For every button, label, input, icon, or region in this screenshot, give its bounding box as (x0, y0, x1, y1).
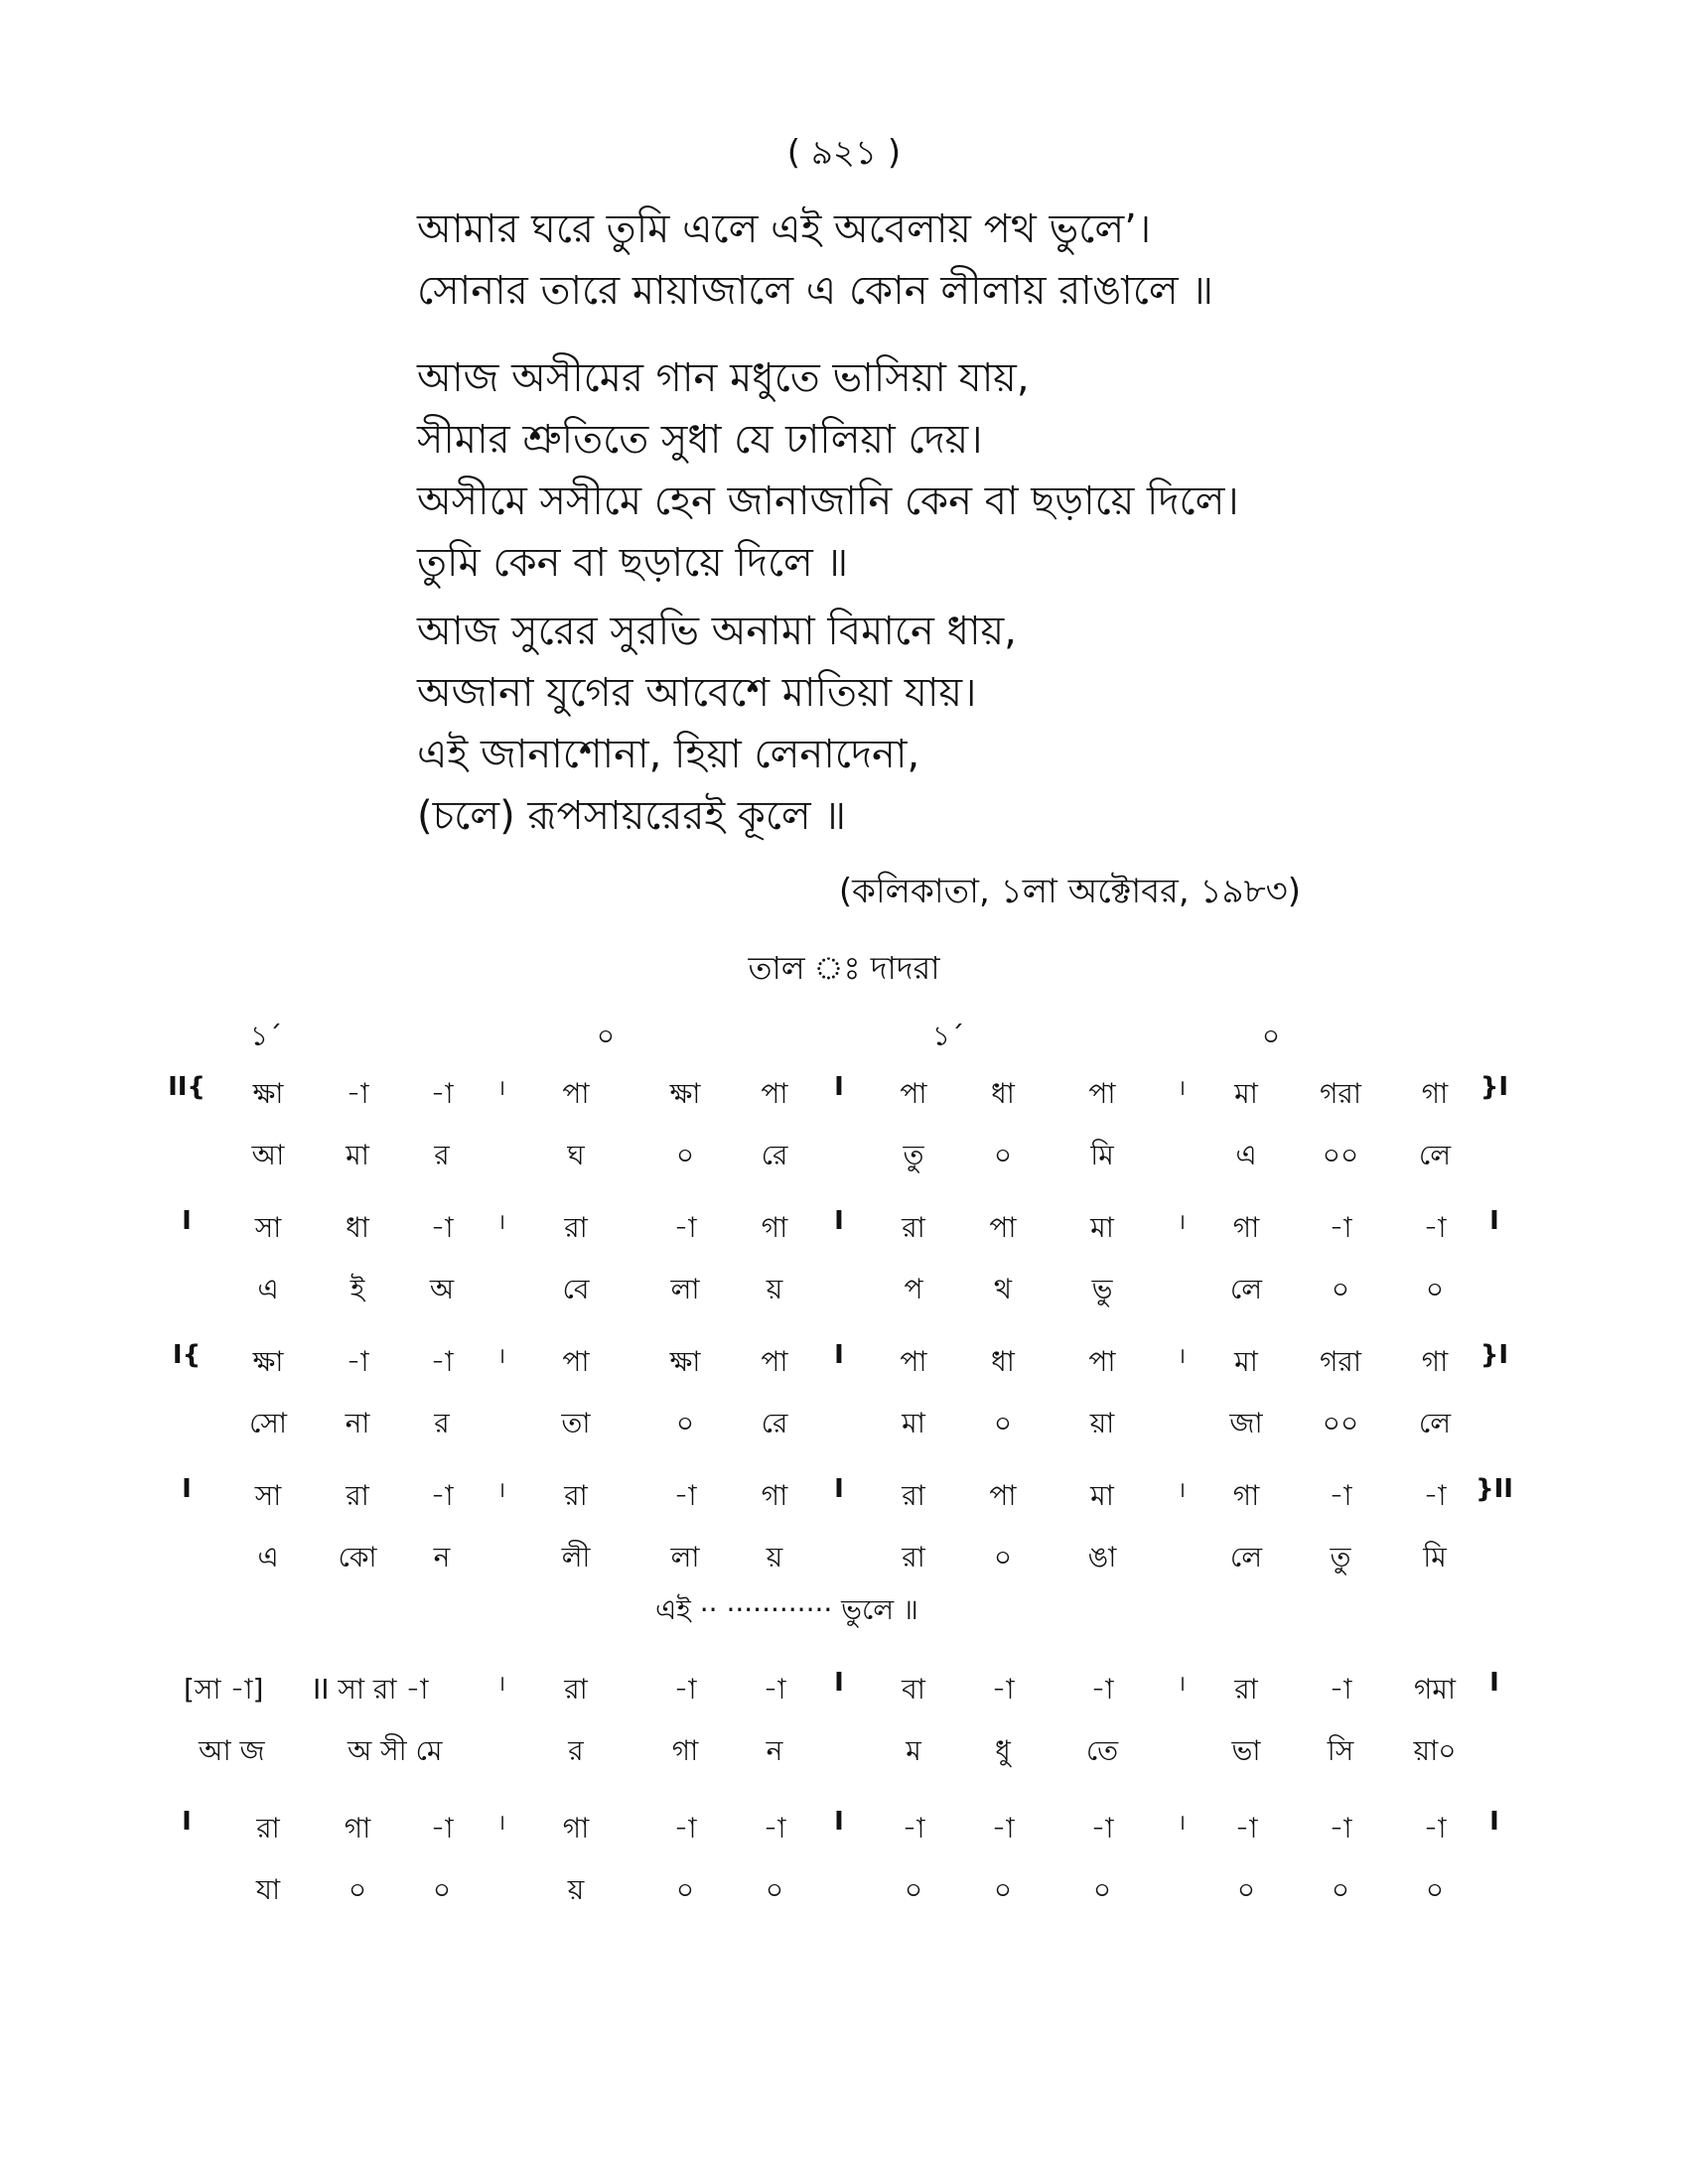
swara-note: পা (562, 1077, 590, 1110)
swara-note: গা (1421, 1345, 1449, 1378)
section-start-mark: I{ (172, 1340, 202, 1370)
lyric-syllable: মি (1423, 1541, 1447, 1573)
lyric-syllable: জা (1229, 1407, 1263, 1439)
beat-mark: ০ (596, 1020, 616, 1052)
swara-note: ধা (991, 1345, 1015, 1378)
lyric-syllable: তা (561, 1407, 591, 1439)
swara-note: গরা (1320, 1345, 1361, 1378)
swara-note: -া (763, 1812, 786, 1844)
lyric-syllable: তু (1330, 1541, 1351, 1573)
lyric-syllable: ম (906, 1734, 921, 1767)
lyric-syllable: র (568, 1734, 584, 1767)
bar-line: । (1177, 1076, 1187, 1101)
beat-mark: ০ (1261, 1020, 1281, 1052)
swara-note: ক্ষা (252, 1345, 284, 1378)
lyric-syllable: এ (257, 1273, 279, 1305)
bar-line: । (496, 1672, 506, 1697)
swara-note: -া (430, 1345, 454, 1378)
swara-note: -া (673, 1812, 697, 1844)
swara-note: -া (1423, 1479, 1447, 1512)
section-start-mark: I (182, 1474, 192, 1504)
lyric-syllable: ০ (993, 1139, 1013, 1171)
continuation-line: এই ·· ············ ভুলে ॥ (655, 1593, 918, 1626)
lyric-syllable: ০ (1425, 1273, 1445, 1305)
lyric-syllable: য় (567, 1873, 585, 1906)
swara-note: -া (673, 1479, 697, 1512)
swara-note: -া (1423, 1211, 1447, 1244)
swara-note: গরা (1320, 1077, 1361, 1110)
swara-note: ক্ষা (669, 1077, 701, 1110)
swara-note: -া (1329, 1479, 1352, 1512)
lyric-syllable: ০ (675, 1139, 695, 1171)
swara-note: গা (1232, 1479, 1260, 1512)
lyric-syllable: ধু (995, 1734, 1011, 1767)
swara-note: ক্ষা (669, 1345, 701, 1378)
swara-note: -া (991, 1673, 1015, 1706)
lyric-syllable: লে (1418, 1407, 1452, 1439)
lyric-syllable: র (434, 1407, 450, 1439)
lyric-syllable: লী (561, 1541, 591, 1573)
swara-note: সা (254, 1211, 282, 1244)
swara-note: -া (1090, 1812, 1114, 1844)
lyric-syllable: ০ (993, 1541, 1013, 1573)
lyric-syllable: কো (338, 1541, 377, 1573)
bar-line: । (496, 1076, 506, 1101)
section-end-mark: I (1489, 1668, 1499, 1698)
lyric-syllable: ঙা (1087, 1541, 1117, 1573)
swara-note: রা (1234, 1673, 1258, 1706)
lyric-syllable: ০ (432, 1873, 452, 1906)
swara-note: ধা (991, 1077, 1015, 1110)
lyric-syllable: ০ (1092, 1873, 1112, 1906)
lyric-syllable: ০০ (1322, 1407, 1359, 1439)
swara-note: পা (1088, 1345, 1116, 1378)
swara-note: গা (761, 1211, 788, 1244)
lyric-syllable: লা (670, 1273, 700, 1305)
lyric-syllable: মা (346, 1139, 369, 1171)
swara-note: পা (900, 1345, 927, 1378)
prefix-lyrics: অ সী মে (348, 1734, 443, 1767)
tala-heading: তাল ঃ দাদরা (748, 949, 940, 987)
swara-note: রা (564, 1673, 588, 1706)
swara-note: পা (562, 1345, 590, 1378)
poem-line: অসীমে সসীমে হেন জানাজানি কেন বা ছড়ায়ে দিলে। (417, 478, 1239, 524)
lyric-syllable: র (434, 1139, 450, 1171)
bar-line: । (496, 1478, 506, 1503)
beat-mark: ১´ (931, 1020, 965, 1052)
beat-mark: ১´ (249, 1020, 283, 1052)
lyric-syllable: মি (1090, 1139, 1114, 1171)
swara-note: পা (989, 1211, 1017, 1244)
swara-note: রা (256, 1812, 280, 1844)
swara-note: -া (1329, 1673, 1352, 1706)
swara-note: পা (989, 1479, 1017, 1512)
lyric-syllable: গা (671, 1734, 699, 1767)
swara-note: বা (902, 1673, 925, 1706)
lyric-syllable: লা (670, 1541, 700, 1573)
bar-line: I (834, 1340, 844, 1370)
swara-note: পা (1088, 1077, 1116, 1110)
swara-note: -া (991, 1812, 1015, 1844)
section-start-mark: I (182, 1807, 192, 1837)
lyric-syllable: মা (902, 1407, 925, 1439)
lyric-syllable: লে (1418, 1139, 1452, 1171)
section-end-mark: I (1489, 1807, 1499, 1837)
section-start-mark: I (182, 1206, 192, 1236)
poem-line: সীমার শ্রুতিতে সুধা যে ঢালিয়া দেয়। (417, 417, 983, 463)
poem-line: সোনার তারে মায়াজালে এ কোন লীলায় রাঙালে ॥ (417, 268, 1214, 314)
swara-note: সা (254, 1479, 282, 1512)
bar-line: । (1177, 1811, 1187, 1836)
swara-note: রা (564, 1479, 588, 1512)
bar-line: । (1177, 1478, 1187, 1503)
swara-note: ধা (346, 1211, 369, 1244)
swara-note: রা (902, 1479, 925, 1512)
lyric-syllable: তু (903, 1139, 924, 1171)
poem-line: তুমি কেন বা ছড়ায়ে দিলে ॥ (417, 540, 849, 586)
swara-note: -া (1423, 1812, 1447, 1844)
swara-note: -া (673, 1211, 697, 1244)
lyric-syllable: ০ (993, 1873, 1013, 1906)
swara-note: -া (1234, 1812, 1258, 1844)
section-start-mark: II{ (168, 1072, 206, 1102)
swara-note: রা (902, 1211, 925, 1244)
bar-line: I (834, 1668, 844, 1698)
poem-line: (চলে) রূপসায়রেরই কূলে ॥ (417, 793, 847, 839)
lyric-syllable: ০ (348, 1873, 367, 1906)
swara-note: গা (562, 1812, 590, 1844)
lyric-syllable: লে (1229, 1541, 1263, 1573)
lyric-syllable: অ (429, 1273, 455, 1305)
swara-note: -া (430, 1077, 454, 1110)
page-number: ( ৯২১ ) (786, 133, 902, 173)
prefix-notes: II সা রা -া (313, 1673, 429, 1706)
lyric-syllable: যা (255, 1873, 281, 1906)
lyric-syllable: য় (766, 1273, 783, 1305)
lyric-syllable: ০ (765, 1873, 784, 1906)
swara-note: গমা (1413, 1673, 1457, 1706)
lyric-syllable: প (904, 1273, 923, 1305)
lyric-syllable: থ (993, 1273, 1013, 1305)
bar-line: । (496, 1344, 506, 1369)
swara-note: গা (1232, 1211, 1260, 1244)
lyric-syllable: ন (766, 1734, 783, 1767)
lyric-syllable: ভু (1091, 1273, 1113, 1305)
swara-note: -া (673, 1673, 697, 1706)
swara-note: -া (430, 1812, 454, 1844)
lyric-syllable: ভা (1231, 1734, 1261, 1767)
swara-note: -া (1329, 1812, 1352, 1844)
date-line: (কলিকাতা, ১লা অক্টোবর, ১৯৮৩) (838, 872, 1301, 911)
swara-note: গা (1421, 1077, 1449, 1110)
swara-note: গা (344, 1812, 371, 1844)
swara-note: -া (346, 1077, 369, 1110)
section-end-mark: }I (1479, 1340, 1509, 1370)
swara-note: -া (1329, 1211, 1352, 1244)
swara-note: মা (1234, 1077, 1258, 1110)
lyric-syllable: ০ (675, 1873, 695, 1906)
lyric-syllable: রে (761, 1139, 788, 1171)
swara-note: পা (900, 1077, 927, 1110)
lyric-syllable: রে (761, 1407, 788, 1439)
bar-line: । (1177, 1344, 1187, 1369)
lyric-syllable: ০ (1331, 1873, 1350, 1906)
swara-note: -া (430, 1479, 454, 1512)
poem-line: আমার ঘরে তুমি এলে এই অবেলায় পথ ভুলে’। (417, 206, 1152, 252)
lyric-syllable: ০ (1425, 1873, 1445, 1906)
poem-line: আজ অসীমের গান মধুতে ভাসিয়া যায়, (417, 355, 1030, 401)
bar-line: । (1177, 1210, 1187, 1235)
lyric-syllable: য়া০ (1413, 1734, 1457, 1767)
prefix-lyrics: আ জ (199, 1734, 265, 1767)
prefix-notes: [সা -া] (184, 1673, 264, 1706)
section-end-mark: I (1489, 1206, 1499, 1236)
poem-line: আজ সুরের সুরভি অনামা বিমানে ধায়, (417, 609, 1017, 654)
section-end-mark: }II (1476, 1474, 1513, 1504)
poem-line: অজানা যুগের আবেশে মাতিয়া যায়। (417, 670, 977, 716)
bar-line: I (834, 1474, 844, 1504)
swara-note: -া (763, 1673, 786, 1706)
swara-note: পা (761, 1077, 788, 1110)
lyric-syllable: এ (1235, 1139, 1257, 1171)
lyric-syllable: বে (562, 1273, 590, 1305)
lyric-syllable: য়া (1089, 1407, 1115, 1439)
lyric-syllable: ০ (1331, 1273, 1350, 1305)
lyric-syllable: ০ (993, 1407, 1013, 1439)
bar-line: I (834, 1807, 844, 1837)
swara-note: -া (346, 1345, 369, 1378)
swara-note: -া (430, 1211, 454, 1244)
lyric-syllable: লে (1229, 1273, 1263, 1305)
lyric-syllable: ই (350, 1273, 365, 1305)
lyric-syllable: এ (257, 1541, 279, 1573)
bar-line: । (496, 1210, 506, 1235)
bar-line: I (834, 1072, 844, 1102)
swara-note: গা (761, 1479, 788, 1512)
lyric-syllable: ০ (904, 1873, 923, 1906)
section-end-mark: }I (1479, 1072, 1509, 1102)
bar-line: । (1177, 1672, 1187, 1697)
lyric-syllable: সি (1327, 1734, 1354, 1767)
lyric-syllable: না (345, 1407, 370, 1439)
swara-note: রা (564, 1211, 588, 1244)
lyric-syllable: ০ (675, 1407, 695, 1439)
bar-line: । (496, 1811, 506, 1836)
swara-note: রা (346, 1479, 369, 1512)
lyric-syllable: আ (251, 1139, 285, 1171)
swara-note: -া (902, 1812, 925, 1844)
bar-line: I (834, 1206, 844, 1236)
lyric-syllable: সো (249, 1407, 287, 1439)
lyric-syllable: ০০ (1322, 1139, 1359, 1171)
lyric-syllable: রা (902, 1541, 925, 1573)
lyric-syllable: ন (433, 1541, 451, 1573)
swara-note: মা (1090, 1479, 1114, 1512)
swara-note: মা (1234, 1345, 1258, 1378)
swara-note: ক্ষা (252, 1077, 284, 1110)
lyric-syllable: য় (766, 1541, 783, 1573)
swara-note: পা (761, 1345, 788, 1378)
lyric-syllable: ঘ (567, 1139, 585, 1171)
swara-note: -া (1090, 1673, 1114, 1706)
poem-line: এই জানাশোনা, হিয়া লেনাদেনা, (417, 732, 920, 777)
lyric-syllable: তে (1085, 1734, 1119, 1767)
lyric-syllable: ০ (1236, 1873, 1256, 1906)
swara-note: মা (1090, 1211, 1114, 1244)
